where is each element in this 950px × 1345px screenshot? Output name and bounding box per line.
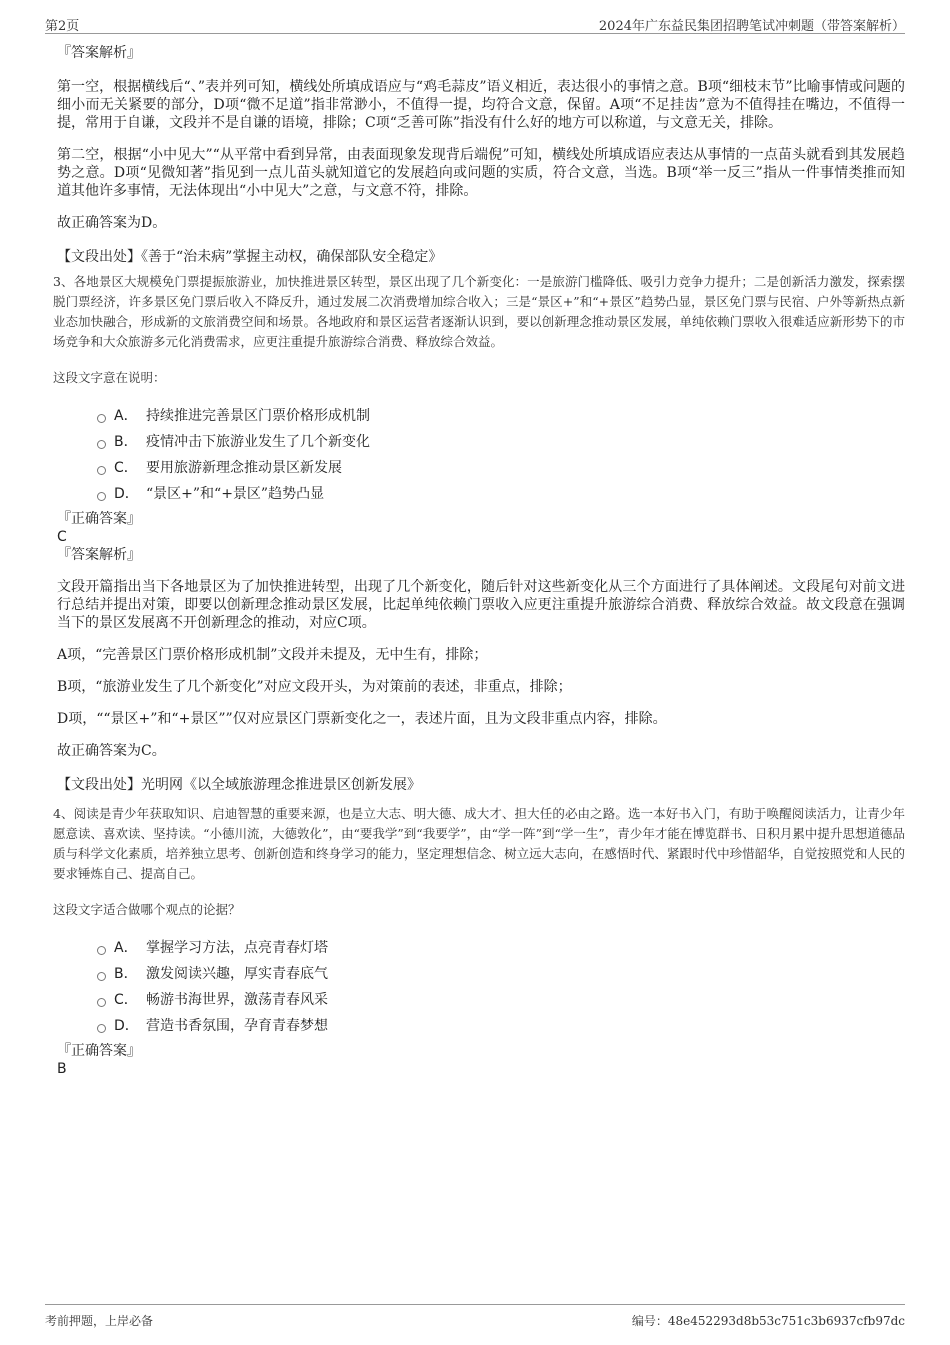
radio-icon[interactable] [97,946,106,955]
radio-icon[interactable] [97,972,106,981]
analysis-label: 『答案解析』 [57,547,141,563]
option-a[interactable]: A． 持续推进完善景区门票价格形成机制 [97,402,905,428]
analysis-label: 『答案解析』 [57,45,141,61]
analysis-paragraph: A项，“完善景区门票价格形成机制”文段并未提及，无中生有，排除； [57,647,488,663]
option-d[interactable]: D． “景区+”和“+景区”趋势凸显 [97,480,905,506]
analysis-paragraph: 第二空，根据“小中见大”“从平常中看到异常，由表面现象发现背后端倪”可知，横线处所填成语应表达从事情的一点苗头就看到其发展趋势之意。D项“见微知著”指见到一点儿苗头就知道它的发展趋向或问题的实质，符合文意，当选。B项“举一反三”指从一件事情类推而知道其他许多事情，无法体现出“小中见大”之意，与文意不符，排除。 [57,147,905,199]
analysis-paragraph: D项，““景区+”和“+景区””仅对应景区门票新变化之一，表述片面，且为文段非重点内容，排除。 [57,711,667,727]
question-stem: 3、各地景区大规模免门票提振旅游业，加快推进景区转型，景区出现了几个新变化：一是旅游门槛降低、吸引力竞争力提升；二是创新活力激发，探索摆脱门票经济，许多景区免门票后收入不降反升，通过发展二次消费增加综合收入；三是“景区+”和“+景区”趋势凸显，景区免门票与民宿、户外等新热点新业态加快融合，形成新的文旅消费空间和场景。各地政府和景区运营者逐渐认识到，要以创新理念推动景区发展，单纯依赖门票收入很难适应新形势下的市场竞争和大众旅游多元化消费需求，应更注重提升旅游综合消费、释放综合效益。 [53,274,905,349]
correct-answer-label: 『正确答案』 [57,1043,141,1059]
radio-icon[interactable] [97,998,106,1007]
conclusion: 故正确答案为D。 [57,215,167,231]
question-prompt: 这段文字适合做哪个观点的论据？ [53,902,241,917]
radio-icon[interactable] [97,492,106,501]
options-list [97,934,905,1038]
radio-icon[interactable] [97,414,106,423]
footer-slogan: 考前押题，上岸必备 [45,1314,154,1328]
analysis-paragraph: 文段开篇指出当下各地景区为了加快推进转型，出现了几个新变化，随后针对这些新变化从三个方面进行了具体阐述。文段尾句对前文进行总结并提出对策，即要以创新理念推动景区发展，比起单纯依赖门票收入应更注重提升旅游综合消费、释放综合效益。故文段意在强调当下的景区发展离不开创新理念的推动，对应C项。 [57,579,905,631]
radio-icon[interactable] [97,1024,106,1033]
option-b[interactable]: B． 疫情冲击下旅游业发生了几个新变化 [97,428,905,454]
correct-answer: C [57,529,67,545]
option-c[interactable]: C． 畅游书海世界，激荡青春风采 [97,986,905,1012]
document-title: 2024年广东益民集团招聘笔试冲刺题（带答案解析） [598,19,905,34]
document-id: 编号：48e452293d8b53c751c3b6937cfb97dc [631,1314,905,1328]
source-citation: 【文段出处】《善于“治未病”掌握主动权，确保部队安全稳定》 [57,249,443,265]
page-content [45,44,905,1078]
radio-icon[interactable] [97,466,106,475]
page-footer [45,1304,905,1326]
correct-answer: B [57,1061,67,1077]
correct-answer-label: 『正确答案』 [57,511,141,527]
page-header [45,14,905,34]
radio-icon[interactable] [97,440,106,449]
question-stem: 4、阅读是青少年获取知识、启迪智慧的重要来源，也是立大志、明大德、成大才、担大任的必由之路。选一本好书入门，有助于唤醒阅读活力，让青少年愿意读、喜欢读、坚持读。“小德川流，大德敦化”，由“要我学”到“我要学”，由“学一阵”到“学一生”，青少年才能在博览群书、日积月累中提升思想道德品质与科学文化素质，培养独立思考、创新创造和终身学习的能力，坚定理想信念、树立远大志向，在感悟时代、紧跟时代中珍惜韶华，自觉按照党和人民的要求锤炼自己、提高自己。 [53,806,905,881]
question-prompt: 这段文字意在说明： [53,370,166,385]
analysis-paragraph: 第一空，根据横线后“、”表并列可知，横线处所填成语应与“鸡毛蒜皮”语义相近，表达很小的事情之意。B项“细枝末节”比喻事情或问题的细小而无关紧要的部分，D项“微不足道”指非常渺小，不值得一提，均符合文意，保留。A项“不足挂齿”意为不值得挂在嘴边，不值得一提，常用于自谦，文段并不是自谦的语境，排除；C项“乏善可陈”指没有什么好的地方可以称道，与文意无关，排除。 [57,79,905,131]
option-b[interactable]: B． 激发阅读兴趣，厚实青春底气 [97,960,905,986]
page-number: 第2页 [45,19,80,34]
analysis-paragraph: B项，“旅游业发生了几个新变化”对应文段开头，为对策前的表述，非重点，排除； [57,679,572,695]
conclusion: 故正确答案为C。 [57,743,166,759]
options-list [97,402,905,506]
option-d[interactable]: D． 营造书香氛围，孕育青春梦想 [97,1012,905,1038]
option-a[interactable]: A． 掌握学习方法，点亮青春灯塔 [97,934,905,960]
source-citation: 【文段出处】光明网《以全域旅游理念推进景区创新发展》 [57,777,421,793]
option-c[interactable]: C． 要用旅游新理念推动景区新发展 [97,454,905,480]
